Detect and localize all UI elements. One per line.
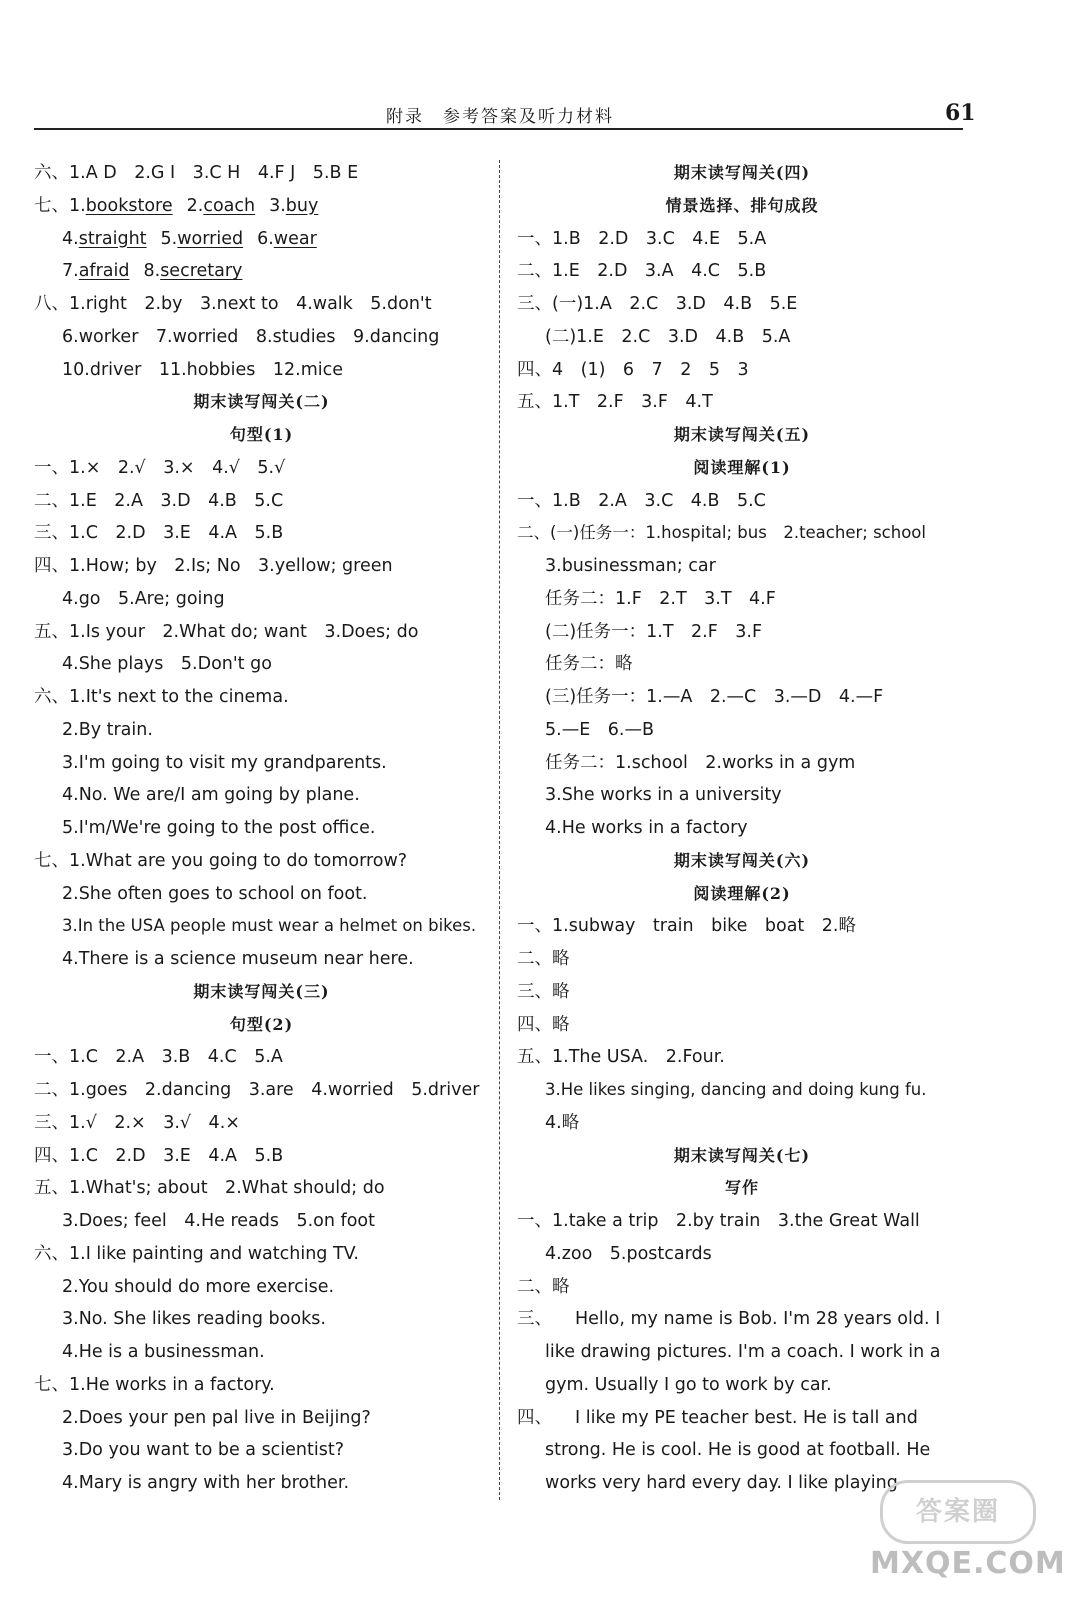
answer-line: 4.He is a businessman. (62, 1342, 265, 1362)
paragraph-line: like drawing pictures. I'm a coach. I work in a (545, 1342, 941, 1362)
answer-line: 二、1.E 2.D 3.A 4.C 5.B (517, 261, 767, 282)
answer-line: 4.略 (545, 1112, 580, 1133)
header-title: 附录 参考答案及听力材料 (386, 107, 614, 127)
section-heading: 期末读写闯关(三) (193, 981, 330, 1001)
answer-line: 二、1.goes 2.dancing 3.are 4.worried 5.driver (34, 1080, 480, 1100)
section-subheading: 阅读理解(2) (693, 883, 791, 903)
answer-line: 二、略 (517, 949, 570, 969)
answer-line: 4.No. We are/I am going by plane. (62, 785, 360, 806)
answer-line: 二、1.E 2.A 3.D 4.B 5.C (34, 490, 284, 511)
answer-line: 3.businessman; car (545, 556, 716, 576)
section-subheading: 阅读理解(1) (693, 457, 791, 477)
answer-line: 八、1.right 2.by 3.next to 4.walk 5.don't (34, 294, 432, 314)
column-divider (499, 160, 500, 1500)
answer-line: 二、略 (517, 1276, 570, 1297)
answer-line: 五、1.T 2.F 3.F 4.T (517, 392, 713, 413)
answer-text: 七、1. (34, 195, 86, 216)
page-number: 61 (945, 100, 976, 126)
writing-sample-1 (517, 1303, 967, 1401)
answer-line: 三、1.√ 2.× 3.√ 4.× (34, 1112, 240, 1133)
answer-line: 七、1.He works in a factory. (34, 1374, 275, 1395)
section-heading: 期末读写闯关(四) (673, 163, 811, 182)
answer-line: 5.I'm/We're going to the post office. (62, 818, 376, 838)
answer-line: 4.There is a science museum near here. (62, 949, 414, 969)
answer-line: 五、1.What's; about 2.What should; do (34, 1178, 385, 1199)
answer-line (34, 190, 489, 223)
answer-text: 4. (62, 228, 79, 249)
answer-line: 3.Do you want to be a scientist? (62, 1440, 345, 1461)
answer-text: 5. (160, 228, 178, 249)
answer-text: 8. (143, 261, 161, 282)
left-column (34, 157, 489, 1500)
answer-line: 2.She often goes to school on foot. (62, 883, 368, 904)
answer-line: 四、1.How; by 2.Is; No 3.yellow; green (34, 556, 393, 576)
answer-line: 3.Does; feel 4.He reads 5.on foot (62, 1211, 375, 1231)
answer-line (34, 255, 489, 288)
answer-line: 2.Does your pen pal live in Beijing? (62, 1407, 371, 1428)
underlined-answer: wear (273, 228, 317, 249)
answer-line: 3.No. She likes reading books. (62, 1309, 326, 1330)
answer-line: 4.zoo 5.postcards (545, 1243, 712, 1264)
answer-line: 三、(一)1.A 2.C 3.D 4.B 5.E (517, 294, 798, 314)
answer-line: (二)任务一：1.T 2.F 3.F (545, 621, 763, 642)
header-rule (34, 128, 963, 130)
answer-line: 4.She plays 5.Don't go (62, 654, 272, 675)
answer-text: 6. (257, 228, 274, 249)
section-heading: 期末读写闯关(二) (193, 392, 330, 412)
underlined-answer: straight (78, 228, 147, 249)
answer-line: 二、(一)任务一：1.hospital; bus 2.teacher; school (517, 523, 926, 543)
answer-line: 五、1.Is your 2.What do; want 3.Does; do (34, 621, 419, 642)
page-header (34, 100, 966, 130)
answer-line: 2.You should do more exercise. (62, 1276, 335, 1297)
section-subheading: 写作 (724, 1178, 759, 1198)
answer-line: 六、1.It's next to the cinema. (34, 687, 289, 707)
paragraph-line: strong. He is cool. He is good at football. He (545, 1440, 931, 1461)
answer-line: 任务二：1.school 2.works in a gym (545, 752, 856, 773)
answer-line: 一、1.C 2.A 3.B 4.C 5.A (34, 1047, 283, 1068)
answer-line: 一、1.× 2.√ 3.× 4.√ 5.√ (34, 457, 286, 478)
section-subheading: 情景选择、排句成段 (665, 195, 819, 215)
answer-text: 7. (62, 261, 79, 282)
answer-line: 一、1.B 2.D 3.C 4.E 5.A (517, 228, 767, 249)
underlined-answer: coach (203, 195, 256, 216)
item-number: 四、 (517, 1407, 552, 1428)
section-heading: 期末读写闯关(五) (673, 425, 811, 444)
answer-line: 一、1.take a trip 2.by train 3.the Great Wall (517, 1211, 920, 1231)
underlined-answer: worried (177, 228, 244, 249)
answer-line: 4.Mary is angry with her brother. (62, 1473, 350, 1493)
section-heading: 期末读写闯关(六) (673, 850, 811, 870)
underlined-answer: secretary (160, 261, 243, 282)
answer-line: 七、1.What are you going to do tomorrow? (34, 850, 408, 871)
paragraph-line: works very hard every day. I like playing (545, 1473, 898, 1493)
answer-line: 一、1.subway train bike boat 2.略 (517, 916, 856, 937)
paragraph-line: I like my PE teacher best. He is tall and (575, 1407, 918, 1428)
section-subheading: 句型(2) (229, 1014, 294, 1034)
answer-line: 一、1.B 2.A 3.C 4.B 5.C (517, 490, 766, 511)
answer-line: 六、1.I like painting and watching TV. (34, 1243, 359, 1264)
answer-line: 五、1.The USA. 2.Four. (517, 1047, 725, 1068)
answer-line: 10.driver 11.hobbies 12.mice (62, 359, 344, 380)
answer-line: 四、4 (1) 6 7 2 5 3 (517, 359, 749, 380)
answer-line: 六、1.A D 2.G I 3.C H 4.F J 5.B E (34, 163, 359, 183)
paragraph-line: gym. Usually I go to work by car. (545, 1374, 832, 1395)
answer-line: 5.—E 6.—B (545, 719, 654, 740)
answer-line: (二)1.E 2.C 3.D 4.B 5.A (545, 326, 791, 347)
answer-line: 三、1.C 2.D 3.E 4.A 5.B (34, 523, 284, 544)
watermark-badge: 答案圈 (880, 1480, 1036, 1544)
answer-line: 任务二：略 (545, 654, 633, 675)
answer-line: 四、1.C 2.D 3.E 4.A 5.B (34, 1145, 284, 1166)
answer-line: 4.He works in a factory (545, 818, 748, 838)
answer-line: 四、略 (517, 1014, 570, 1035)
watermark (870, 1480, 1066, 1590)
underlined-answer: afraid (78, 261, 130, 282)
section-subheading: 句型(1) (229, 425, 294, 444)
answer-line: (三)任务一：1.—A 2.—C 3.—D 4.—F (545, 687, 884, 707)
watermark-site: MXQE.COM (870, 1546, 1066, 1581)
section-heading: 期末读写闯关(七) (673, 1145, 811, 1165)
answer-line: 4.go 5.Are; going (62, 588, 225, 609)
answer-line: 3.He likes singing, dancing and doing kung fu. (545, 1080, 927, 1099)
item-number: 三、 (517, 1309, 552, 1330)
paragraph-line: Hello, my name is Bob. I'm 28 years old. I (575, 1309, 941, 1330)
answer-line: 三、略 (517, 981, 570, 1002)
underlined-answer: buy (285, 195, 319, 216)
answer-line: 6.worker 7.worried 8.studies 9.dancing (62, 326, 440, 347)
answer-line (34, 223, 489, 256)
answer-line: 3.I'm going to visit my grandparents. (62, 752, 387, 773)
right-column (517, 157, 967, 1500)
underlined-answer: bookstore (85, 195, 173, 216)
answer-text: 2. (186, 195, 204, 216)
answer-text: 3. (269, 195, 286, 216)
answer-line: 3.In the USA people must wear a helmet on bikes. (62, 916, 477, 936)
answer-line: 3.She works in a university (545, 785, 782, 806)
answer-line: 2.By train. (62, 719, 153, 740)
answer-line: 任务二：1.F 2.T 3.T 4.F (545, 588, 776, 609)
